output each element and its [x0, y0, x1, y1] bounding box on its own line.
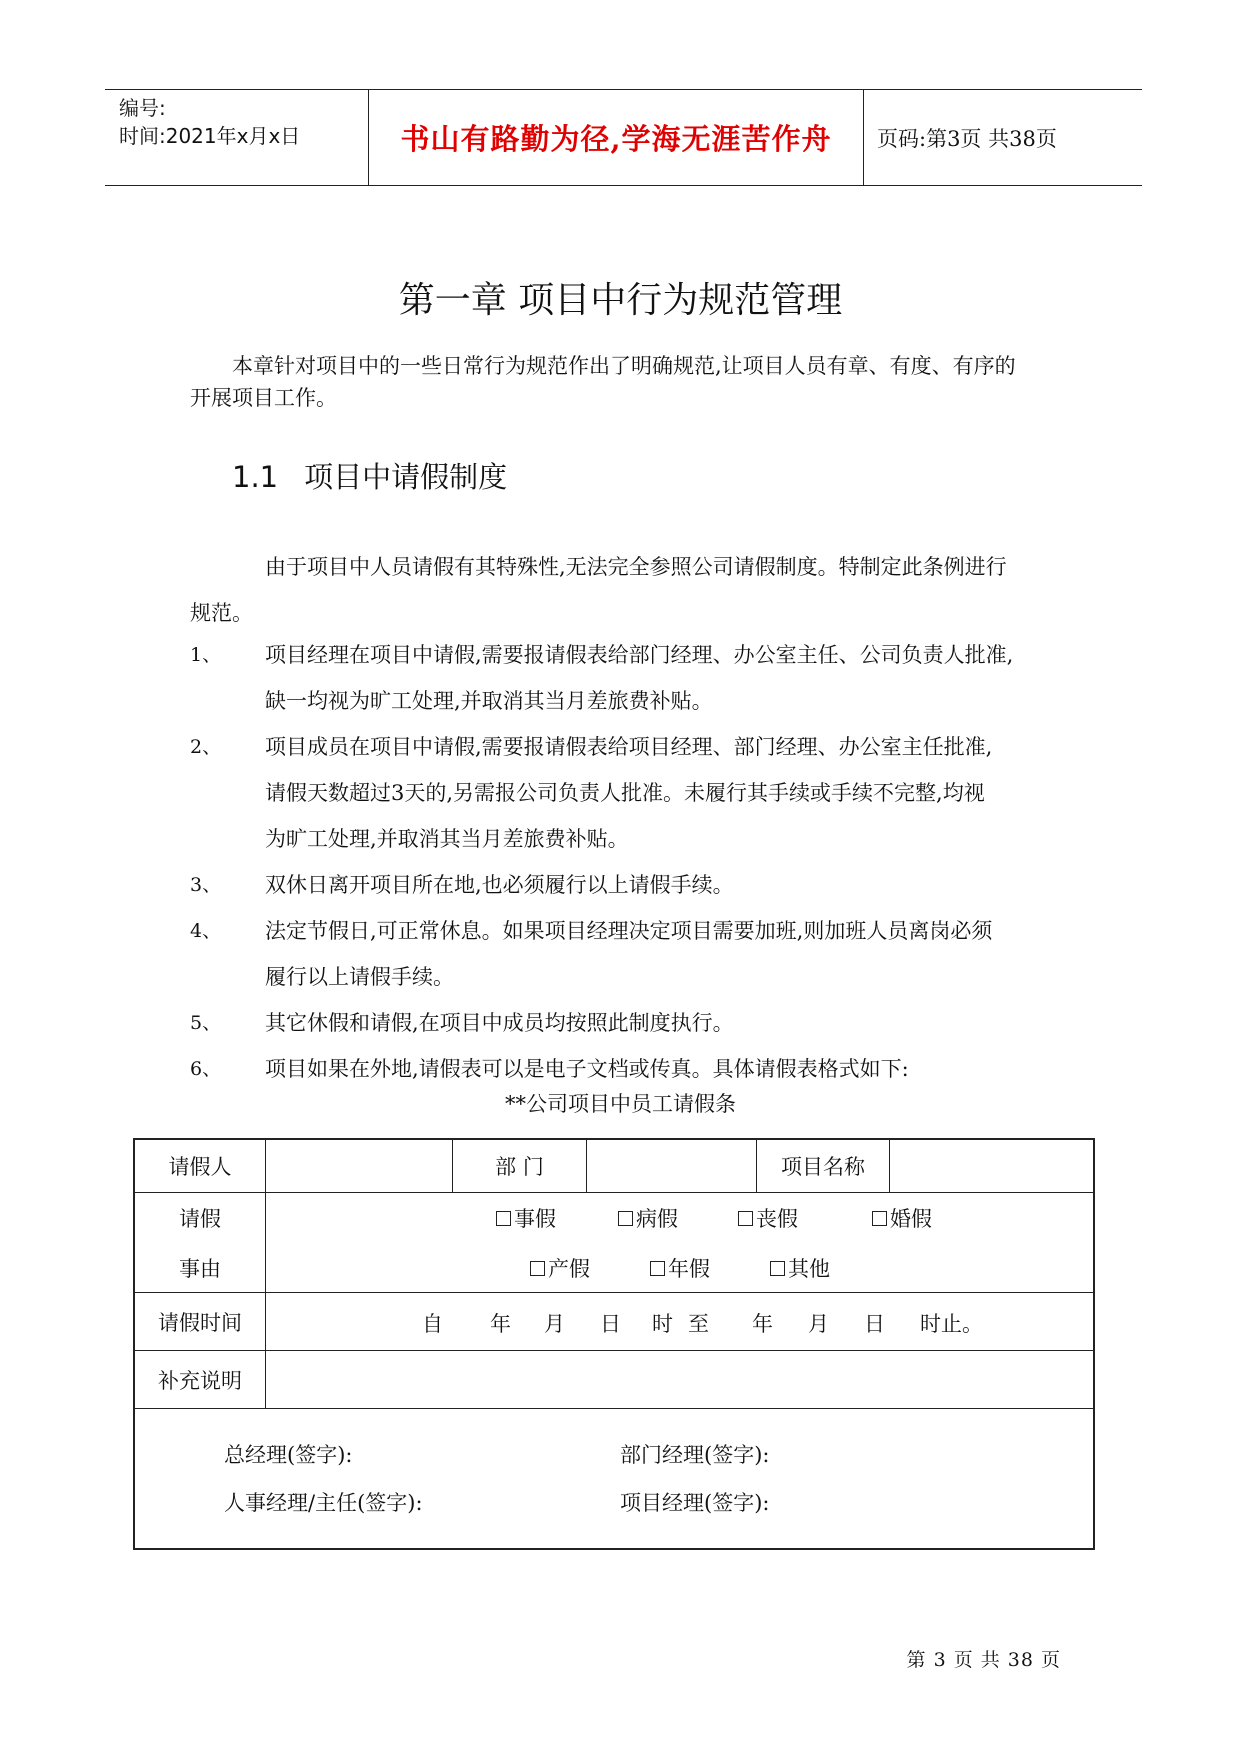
applicant-label: 请假人 — [168, 1155, 232, 1179]
list-item — [190, 632, 1090, 724]
page-code: 页码:第3页 共38页 — [877, 126, 1057, 151]
gm-signature-label: 总经理(签字): — [224, 1443, 353, 1467]
list-item-number: 3、 — [190, 874, 222, 896]
dept-manager-signature-label: 部门经理(签字): — [620, 1443, 770, 1467]
form-caption: **公司项目中员工请假条 — [505, 1092, 736, 1116]
list-item-number: 6、 — [190, 1058, 222, 1080]
reason-label-2: 事由 — [179, 1256, 221, 1281]
time-part-from: 自 — [422, 1312, 443, 1336]
header-meta-cell — [105, 90, 369, 185]
list-item-line: 为旷工处理,并取消其当月差旅费补贴。 — [265, 827, 629, 851]
intro-paragraph — [190, 350, 1070, 414]
leave-type-option[interactable]: 其他 — [770, 1253, 830, 1283]
list-item-line: 请假天数超过3天的,另需报公司负责人批准。未履行其手续或手续不完整,均视 — [265, 781, 985, 805]
leave-type-option[interactable]: 年假 — [650, 1253, 710, 1283]
section-title: 项目中请假制度 — [304, 460, 508, 494]
checkbox-icon[interactable] — [738, 1211, 753, 1226]
leave-type-option[interactable]: 产假 — [530, 1253, 590, 1283]
list-item — [190, 724, 1090, 862]
leave-type-option[interactable]: 事假 — [496, 1203, 556, 1233]
list-item — [190, 1046, 1090, 1092]
list-item-number: 4、 — [190, 920, 222, 942]
row-divider — [135, 1292, 1093, 1293]
time-part-day: 日 — [600, 1312, 621, 1336]
notes-field[interactable] — [266, 1351, 1093, 1408]
doc-number-label: 编号: — [119, 96, 166, 120]
applicant-field[interactable] — [266, 1140, 452, 1192]
para2-line-2: 规范。 — [190, 601, 253, 625]
time-part-end: 时止。 — [920, 1312, 983, 1336]
row-divider — [135, 1408, 1093, 1409]
pm-signature-label: 项目经理(签字): — [620, 1491, 770, 1515]
para2-line-1: 由于项目中人员请假有其特殊性,无法完全参照公司请假制度。特制定此条例进行 — [265, 555, 1007, 579]
leave-type-option[interactable]: 婚假 — [872, 1203, 932, 1233]
list-item-line: 项目如果在外地,请假表可以是电子文档或传真。具体请假表格式如下: — [265, 1057, 909, 1081]
section-number: 1.1 — [232, 460, 279, 494]
hr-signature-label: 人事经理/主任(签字): — [224, 1491, 423, 1515]
time-part-hour: 时 — [652, 1312, 673, 1336]
checkbox-icon[interactable] — [770, 1261, 785, 1276]
list-item — [190, 1000, 1090, 1046]
notes-label: 补充说明 — [158, 1368, 242, 1393]
list-item-line: 法定节假日,可正常休息。如果项目经理决定项目需要加班,则加班人员离岗必须 — [265, 919, 993, 943]
time-part-month: 月 — [544, 1312, 565, 1336]
checkbox-icon[interactable] — [530, 1261, 545, 1276]
project-name-label: 项目名称 — [781, 1155, 865, 1179]
intro-line-2: 开展项目工作。 — [190, 386, 337, 410]
list-item — [190, 908, 1090, 1000]
time-part-year-end: 年 — [752, 1312, 773, 1336]
list-item-number: 1、 — [190, 644, 222, 666]
motto-text: 书山有路勤为径,学海无涯苦作舟 — [400, 122, 832, 156]
leave-type-option[interactable]: 丧假 — [738, 1203, 798, 1233]
section-paragraph — [190, 544, 1070, 636]
reason-label-1: 请假 — [179, 1207, 221, 1231]
list-item-line: 其它休假和请假,在项目中成员均按照此制度执行。 — [265, 1011, 734, 1035]
checkbox-icon[interactable] — [496, 1211, 511, 1226]
list-item-line: 缺一均视为旷工处理,并取消其当月差旅费补贴。 — [265, 689, 713, 713]
checkbox-icon[interactable] — [650, 1261, 665, 1276]
list-item-number: 5、 — [190, 1012, 222, 1034]
list-item — [190, 862, 1090, 908]
checkbox-icon[interactable] — [618, 1211, 633, 1226]
chapter-title: 第一章 项目中行为规范管理 — [398, 280, 843, 321]
header-motto-cell — [369, 90, 864, 185]
list-item-line: 履行以上请假手续。 — [265, 965, 454, 989]
list-item-line: 项目经理在项目中请假,需要报请假表给部门经理、办公室主任、公司负责人批准, — [265, 643, 1014, 667]
doc-time-label: 时间:2021年x月x日 — [119, 124, 301, 148]
rule-list — [190, 632, 1090, 1092]
page-footer: 第 3 页 共 38 页 — [906, 1649, 1061, 1671]
intro-line-1: 本章针对项目中的一些日常行为规范作出了明确规范,让项目人员有章、有度、有序的 — [232, 354, 1016, 378]
leave-time-label: 请假时间 — [158, 1310, 242, 1335]
time-part-month-end: 月 — [808, 1312, 829, 1336]
time-part-year: 年 — [490, 1312, 511, 1336]
department-field[interactable] — [587, 1140, 756, 1192]
page-header — [105, 89, 1142, 186]
leave-type-option[interactable]: 病假 — [618, 1203, 678, 1233]
time-part-to: 至 — [688, 1312, 709, 1336]
list-item-line: 项目成员在项目中请假,需要报请假表给项目经理、部门经理、办公室主任批准, — [265, 735, 993, 759]
list-item-line: 双休日离开项目所在地,也必须履行以上请假手续。 — [265, 873, 734, 897]
header-page-cell — [865, 90, 1142, 185]
row-divider — [135, 1192, 1093, 1193]
time-part-day-end: 日 — [864, 1312, 885, 1336]
leave-request-form — [133, 1138, 1095, 1550]
section-heading — [232, 455, 507, 496]
list-item-number: 2、 — [190, 736, 222, 758]
department-label: 部 门 — [495, 1155, 544, 1179]
checkbox-icon[interactable] — [872, 1211, 887, 1226]
project-name-field[interactable] — [890, 1140, 1093, 1192]
